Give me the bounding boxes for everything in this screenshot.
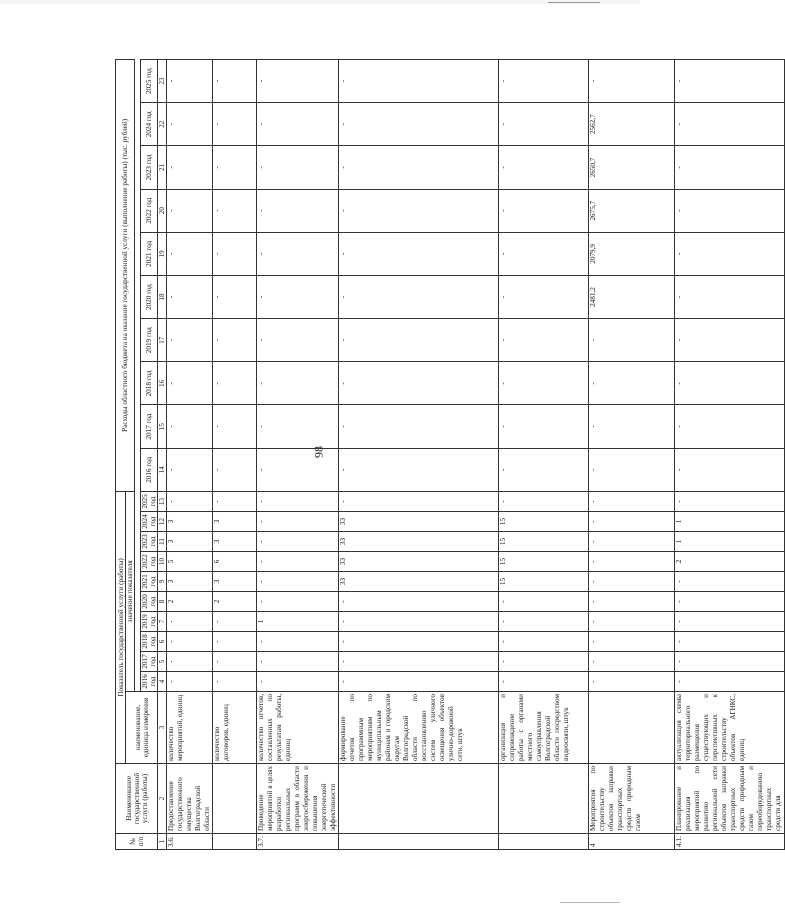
expense-value: - [675, 232, 785, 275]
expense-value: - [589, 448, 675, 491]
expense-value: 2079,9 [589, 232, 675, 275]
expense-year-header: 2024 год [141, 103, 158, 146]
expense-value: - [167, 232, 213, 275]
column-number: 8 [158, 592, 167, 612]
indicator-value: 15 [499, 512, 589, 532]
expense-value: - [339, 189, 499, 232]
expense-value: - [257, 448, 339, 491]
indicator-value: 3 [213, 532, 257, 552]
indicator-value: 33 [339, 572, 499, 592]
expense-value: - [213, 362, 257, 405]
indicator-value: - [589, 572, 675, 592]
indicator-value: - [257, 532, 339, 552]
column-number: 5 [158, 652, 167, 672]
indicator-value: - [213, 672, 257, 692]
indicator-value: 2 [213, 592, 257, 612]
indicator-value: - [675, 491, 785, 511]
indicator-value: 3 [213, 512, 257, 532]
header-expenses: Расходы областного бюджета на оказание государственной услуги (выполнение работы) (тыс. рублей) [116, 59, 135, 491]
indicator-value: - [589, 672, 675, 692]
service-name [213, 764, 257, 834]
indicator-value: 3 [213, 572, 257, 592]
value-year-header: 2017 год [141, 652, 158, 672]
indicator-name: организация и сопровождение работы с органами местного самоуправления Волгоградской области посредством видеосвязи, штук [499, 692, 589, 764]
expense-value: - [499, 103, 589, 146]
indicator-value: 6 [213, 552, 257, 572]
row-number [339, 834, 499, 850]
value-year-header: 2016 год [141, 672, 158, 692]
indicator-value: 1 [675, 532, 785, 552]
table-row [167, 59, 213, 849]
expense-value: - [213, 59, 257, 102]
expense-value: - [339, 275, 499, 318]
column-number: 22 [158, 103, 167, 146]
expense-year-header: 2021 год [141, 232, 158, 275]
indicator-value: - [499, 652, 589, 672]
expense-year-header: 2016 год [141, 448, 158, 491]
indicator-value: - [167, 652, 213, 672]
expense-value: - [339, 448, 499, 491]
expense-value: - [213, 448, 257, 491]
column-number: 3 [158, 692, 167, 764]
indicator-value: - [499, 672, 589, 692]
indicator-value: - [675, 592, 785, 612]
indicator-value: - [257, 672, 339, 692]
indicator-value: - [167, 612, 213, 632]
value-year-header: 2024 год [141, 512, 158, 532]
indicator-value: - [675, 672, 785, 692]
indicator-value: - [213, 632, 257, 652]
expense-value: - [213, 232, 257, 275]
expense-value: - [213, 189, 257, 232]
expense-value: - [257, 319, 339, 362]
indicator-value: - [675, 612, 785, 632]
indicator-value: 3 [167, 512, 213, 532]
indicator-value: - [499, 632, 589, 652]
indicator-value: - [167, 632, 213, 652]
column-number: 4 [158, 672, 167, 692]
service-name: Предоставление государственного имущества Волгоградской области [167, 764, 213, 834]
column-number: 19 [158, 232, 167, 275]
column-number: 1 [158, 834, 167, 850]
column-number: 20 [158, 189, 167, 232]
row-number: 3.6. [167, 834, 213, 850]
indicator-value: - [167, 672, 213, 692]
expense-value: - [675, 319, 785, 362]
expense-value: - [257, 59, 339, 102]
row-number: 4 [589, 834, 675, 850]
expense-value: 2650,7 [589, 146, 675, 189]
scan-bottom-edge [560, 902, 620, 903]
expense-value: - [675, 405, 785, 448]
expense-value: - [257, 146, 339, 189]
column-number: 9 [158, 572, 167, 592]
indicator-value: 1 [675, 512, 785, 532]
indicator-value: - [339, 652, 499, 672]
indicator-value: - [675, 572, 785, 592]
expense-value: 2675,7 [589, 189, 675, 232]
indicator-value: - [589, 532, 675, 552]
indicator-value: - [167, 491, 213, 511]
expense-value: - [213, 405, 257, 448]
page-number: 98 [311, 446, 326, 458]
expense-year-header: 2025 год [141, 59, 158, 102]
expense-value: - [499, 189, 589, 232]
expense-value: - [167, 103, 213, 146]
expense-value: - [257, 405, 339, 448]
column-number: 16 [158, 362, 167, 405]
expense-value: - [675, 103, 785, 146]
table-row [675, 59, 785, 849]
expense-value: - [213, 319, 257, 362]
expense-value: - [213, 146, 257, 189]
expense-value: - [675, 362, 785, 405]
expense-year-header: 2022 год [141, 189, 158, 232]
expense-year-header: 2017 год [141, 405, 158, 448]
expense-value: - [257, 189, 339, 232]
indicator-value: - [589, 632, 675, 652]
expense-value: - [339, 405, 499, 448]
value-year-header: 2019 год [141, 612, 158, 632]
indicator-value: - [675, 652, 785, 672]
column-number: 7 [158, 612, 167, 632]
row-number: 3.7. [257, 834, 339, 850]
indicator-value: - [499, 612, 589, 632]
expense-value: - [257, 232, 339, 275]
service-name [339, 764, 499, 834]
column-number: 2 [158, 764, 167, 834]
expense-value: - [167, 319, 213, 362]
indicator-name: количество мероприятий, единиц [167, 692, 213, 764]
indicator-value: 3 [167, 532, 213, 552]
table-row [499, 59, 589, 849]
expense-value: - [589, 319, 675, 362]
expense-value: - [499, 362, 589, 405]
service-name: Мероприятия по строительству объектов заправки транспортных средств природным газом [589, 764, 675, 834]
indicator-value: - [257, 652, 339, 672]
expense-value: - [339, 59, 499, 102]
expense-value: - [257, 362, 339, 405]
expense-value: - [167, 448, 213, 491]
indicator-value: - [339, 672, 499, 692]
indicator-name: количество отчетов, составленных по результатам работы, единиц [257, 692, 339, 764]
expense-value: - [167, 59, 213, 102]
column-number: 23 [158, 59, 167, 102]
indicator-name: формирование отчетов по программным мероприятиям по муниципальным районам и городским округам Волгоградской области по восстановлению систем уличного освещения объектов улично-дорожной сети, штук [339, 692, 499, 764]
value-year-header: 2021 год [141, 572, 158, 592]
expense-value: - [339, 319, 499, 362]
expense-value: - [499, 448, 589, 491]
expense-value: - [675, 275, 785, 318]
services-table [115, 59, 785, 850]
indicator-value: 5 [167, 552, 213, 572]
table-row [257, 59, 339, 849]
expense-value: - [339, 362, 499, 405]
indicator-value: - [213, 612, 257, 632]
expense-value: - [339, 103, 499, 146]
indicator-value: - [257, 632, 339, 652]
expense-value: - [675, 146, 785, 189]
indicator-value: - [589, 592, 675, 612]
expense-value: - [339, 146, 499, 189]
column-number: 12 [158, 512, 167, 532]
indicator-value: - [339, 612, 499, 632]
expense-value: - [499, 275, 589, 318]
indicator-value: - [339, 632, 499, 652]
indicator-value: 15 [499, 552, 589, 572]
expense-value: - [167, 275, 213, 318]
indicator-value: - [675, 632, 785, 652]
indicator-value: - [499, 491, 589, 511]
indicator-value: - [589, 552, 675, 572]
column-number: 17 [158, 319, 167, 362]
column-number: 18 [158, 275, 167, 318]
indicator-value: - [589, 491, 675, 511]
scan-top-edge [0, 0, 640, 4]
value-year-header: 2018 год [141, 632, 158, 652]
expense-value: - [499, 232, 589, 275]
header-indicator: Показатель государственной услуги (работы) [116, 491, 126, 763]
indicator-name: количество договоров, единиц [213, 692, 257, 764]
expense-value: - [499, 405, 589, 448]
column-number: 6 [158, 632, 167, 652]
row-number: 4.1. [675, 834, 785, 850]
indicator-value: 15 [499, 572, 589, 592]
indicator-value: - [499, 592, 589, 612]
table-row [213, 59, 257, 849]
value-year-header: 2023 год [141, 532, 158, 552]
indicator-value: 33 [339, 532, 499, 552]
indicator-value: - [213, 652, 257, 672]
expense-value: - [167, 362, 213, 405]
expense-value: - [339, 232, 499, 275]
value-year-header: 2020 год [141, 592, 158, 612]
indicator-value: - [339, 491, 499, 511]
indicator-value: - [589, 652, 675, 672]
indicator-value: 33 [339, 512, 499, 532]
service-name: Планирование и реализация мероприятий по развитию региональной сети объектов заправки транспортных средств природным газом и переоборудованию транспортных средств для [675, 764, 785, 834]
expense-value: - [675, 59, 785, 102]
column-number: 11 [158, 532, 167, 552]
expense-value: - [167, 405, 213, 448]
indicator-value: - [257, 552, 339, 572]
expense-value: - [589, 362, 675, 405]
indicator-value: - [257, 491, 339, 511]
expense-value: - [499, 59, 589, 102]
expense-value: - [589, 405, 675, 448]
indicator-value: 33 [339, 552, 499, 572]
expense-value: - [499, 146, 589, 189]
indicator-value: - [257, 572, 339, 592]
scan-mark [548, 2, 600, 3]
header-service-name: Наименование государственной услуги (работы) [116, 764, 158, 834]
service-name [499, 764, 589, 834]
column-number: 15 [158, 405, 167, 448]
expense-value: - [167, 146, 213, 189]
expense-year-header: 2023 год [141, 146, 158, 189]
header-num: № п/п [116, 834, 158, 850]
expense-value: - [589, 59, 675, 102]
rotated-page [115, 60, 782, 850]
indicator-value: - [339, 592, 499, 612]
column-number: 10 [158, 552, 167, 572]
header-indicator-name: наименование, единица измерения [126, 692, 158, 764]
column-number: 14 [158, 448, 167, 491]
value-year-header: 2022 год [141, 552, 158, 572]
indicator-value: 3 [167, 572, 213, 592]
indicator-name [589, 692, 675, 764]
indicator-value: 2 [167, 592, 213, 612]
expense-value: - [257, 103, 339, 146]
indicator-value: - [589, 512, 675, 532]
value-year-header: 2025 год [141, 491, 158, 511]
table-row [589, 59, 675, 849]
header-indicator-value: значение показателя [126, 491, 135, 691]
expense-value: - [167, 189, 213, 232]
expense-year-header: 2019 год [141, 319, 158, 362]
expense-value: - [257, 275, 339, 318]
expense-value: - [499, 319, 589, 362]
row-number [213, 834, 257, 850]
indicator-value: - [257, 592, 339, 612]
expense-year-header: 2018 год [141, 362, 158, 405]
expense-value: - [213, 275, 257, 318]
indicator-name: актуализация схемы территориального размещения существующих и перспективных к строительству объектов АГНКС, единиц [675, 692, 785, 764]
indicator-value: 15 [499, 532, 589, 552]
row-number [499, 834, 589, 850]
expense-value: - [213, 103, 257, 146]
expense-value: - [675, 189, 785, 232]
indicator-value: - [257, 512, 339, 532]
service-name: Проведение мероприятий в целях разработки региональных программ в области энергосбережения и повышения энергетической эффективности [257, 764, 339, 834]
expense-value: 2562,7 [589, 103, 675, 146]
expense-value: - [675, 448, 785, 491]
indicator-value: - [213, 491, 257, 511]
column-number: 13 [158, 491, 167, 511]
indicator-value: 1 [257, 612, 339, 632]
table-row [339, 59, 499, 849]
indicator-value: 2 [675, 552, 785, 572]
expense-value: 2481,2 [589, 275, 675, 318]
indicator-value: - [589, 612, 675, 632]
column-number: 21 [158, 146, 167, 189]
expense-year-header: 2020 год [141, 275, 158, 318]
